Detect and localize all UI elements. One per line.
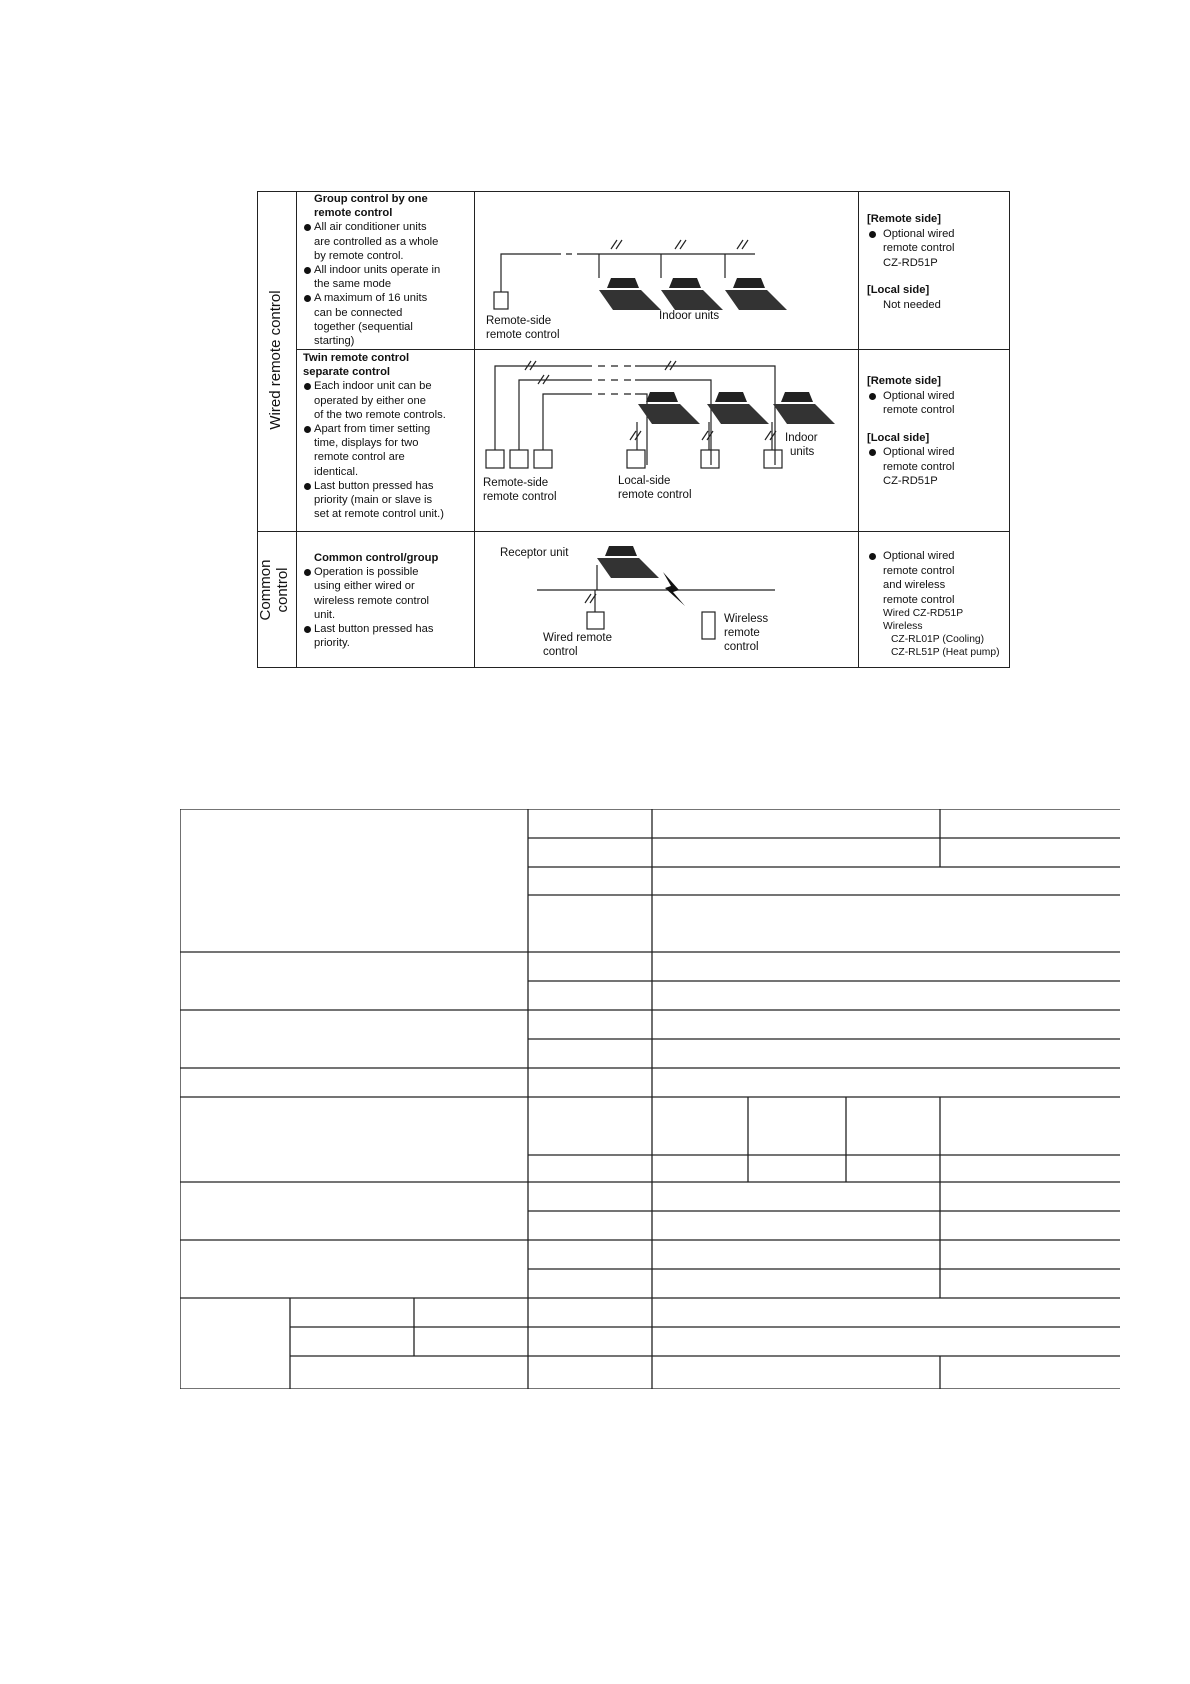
row1-bullet-cont: are controlled as a whole bbox=[314, 235, 439, 248]
table-divider bbox=[296, 192, 297, 667]
indoor-unit-icon bbox=[773, 392, 835, 424]
side-line: remote control bbox=[883, 564, 955, 577]
row2-bullet-cont: identical. bbox=[314, 465, 359, 478]
remote-side-label: Remote-side bbox=[486, 315, 552, 327]
indoor-unit-icon bbox=[661, 278, 723, 310]
row2-description bbox=[303, 351, 473, 521]
common-control-diagram bbox=[475, 532, 858, 669]
side-line: remote control bbox=[883, 460, 955, 473]
row3-bullet-cont: wireless remote control bbox=[314, 594, 430, 607]
indoor-unit-icon bbox=[725, 278, 787, 310]
side-line: CZ-RD51P bbox=[883, 256, 938, 269]
wired-remote-label: Wired remote bbox=[543, 632, 613, 644]
row1-bullet-cont: together (sequential bbox=[314, 320, 413, 333]
side-line: remote control bbox=[883, 593, 955, 606]
local-side-label: remote control bbox=[618, 489, 692, 501]
row3-bullet: Last button pressed has bbox=[303, 622, 473, 636]
local-side-header: [Local side] bbox=[867, 284, 930, 296]
wireless-signal-icon bbox=[663, 572, 685, 606]
row2-bullet: Apart from timer setting bbox=[303, 422, 473, 436]
wired-model: Wired CZ-RD51P bbox=[883, 608, 964, 619]
indoor-units-label: Indoor bbox=[785, 432, 818, 444]
wireless-remote-label: Wireless bbox=[724, 613, 769, 625]
row1-bullet: All air conditioner units bbox=[303, 220, 471, 234]
row3-bullet-cont: unit. bbox=[314, 608, 336, 621]
side-line: Not needed bbox=[883, 298, 941, 311]
local-side-label: Local-side bbox=[618, 475, 671, 487]
side-line: remote control bbox=[883, 404, 955, 416]
row3-bullet: Operation is possible bbox=[303, 565, 473, 579]
side-line: Optional wired bbox=[867, 549, 1012, 564]
row3-description bbox=[303, 551, 473, 650]
row2-bullet: Last button pressed has bbox=[303, 479, 473, 493]
wireless-model: CZ-RL01P (Cooling) bbox=[891, 634, 985, 645]
blank-specification-grid bbox=[180, 809, 1120, 1389]
remote-side-header: [Remote side] bbox=[867, 213, 941, 225]
wired-remote-label: control bbox=[543, 646, 578, 658]
row2-bullet-cont: time, displays for two bbox=[314, 437, 419, 450]
local-side-header: [Local side] bbox=[867, 431, 930, 444]
row2-bullet-cont: remote control are bbox=[314, 451, 405, 464]
remote-side-label: Remote-side bbox=[483, 477, 549, 489]
side-line: Optional wired bbox=[867, 389, 1007, 404]
side-line: Optional wired bbox=[867, 445, 1007, 460]
wireless-remote-label: control bbox=[724, 641, 759, 653]
twin-control-diagram bbox=[475, 350, 858, 531]
row2-title: Twin remote control bbox=[303, 352, 410, 364]
row2-bullet: Each indoor unit can be bbox=[303, 379, 473, 393]
remote-side-header: [Remote side] bbox=[867, 375, 941, 387]
row2-title: separate control bbox=[303, 366, 391, 379]
row3-bullet-cont: priority. bbox=[314, 637, 350, 650]
row2-side bbox=[867, 374, 1007, 489]
side-line: Optional wired bbox=[867, 227, 1007, 242]
indoor-units-label: Indoor units bbox=[659, 310, 720, 322]
side-line: and wireless bbox=[883, 579, 946, 591]
row2-bullet-cont: operated by either one bbox=[314, 394, 426, 407]
side-line: remote control bbox=[883, 242, 955, 254]
section-label-common: Common control bbox=[257, 559, 291, 621]
group-control-diagram bbox=[475, 192, 858, 349]
row1-bullet-cont: the same mode bbox=[314, 278, 392, 291]
indoor-unit-icon bbox=[599, 278, 661, 310]
row3-title: Common control/group bbox=[314, 552, 439, 564]
section-label-wired: Wired remote control bbox=[267, 290, 284, 430]
side-line: CZ-RD51P bbox=[883, 475, 938, 487]
wireless-model: CZ-RL51P (Heat pump) bbox=[891, 647, 1000, 658]
row1-bullet-cont: can be connected bbox=[314, 306, 403, 319]
indoor-unit-icon bbox=[597, 546, 659, 578]
row2-bullet-cont: set at remote control unit.) bbox=[314, 508, 444, 521]
row2-bullet-cont: priority (main or slave is bbox=[314, 494, 433, 507]
row1-bullet: All indoor units operate in bbox=[303, 263, 471, 277]
row1-title: remote control bbox=[314, 207, 393, 220]
table-divider bbox=[858, 192, 859, 667]
row1-title: Group control by one bbox=[314, 193, 428, 205]
row1-bullet: A maximum of 16 units bbox=[303, 291, 471, 305]
row3-bullet-cont: using either wired or bbox=[314, 580, 415, 593]
remote-control-table bbox=[257, 191, 1010, 668]
wireless-remote-label: remote bbox=[724, 627, 760, 639]
row1-description bbox=[303, 192, 471, 348]
indoor-units-label: units bbox=[790, 446, 815, 458]
remote-side-label: remote control bbox=[483, 491, 557, 503]
wireless-header: Wireless bbox=[883, 621, 923, 632]
indoor-unit-icon bbox=[707, 392, 769, 424]
remote-side-label: remote control bbox=[486, 329, 560, 341]
row1-bullet-cont: by remote control. bbox=[314, 249, 404, 262]
row3-side bbox=[867, 549, 1012, 659]
receptor-unit-label: Receptor unit bbox=[500, 547, 569, 559]
row1-bullet-cont: starting) bbox=[314, 335, 355, 348]
row1-side bbox=[867, 212, 1007, 312]
row2-bullet-cont: of the two remote controls. bbox=[314, 408, 446, 421]
